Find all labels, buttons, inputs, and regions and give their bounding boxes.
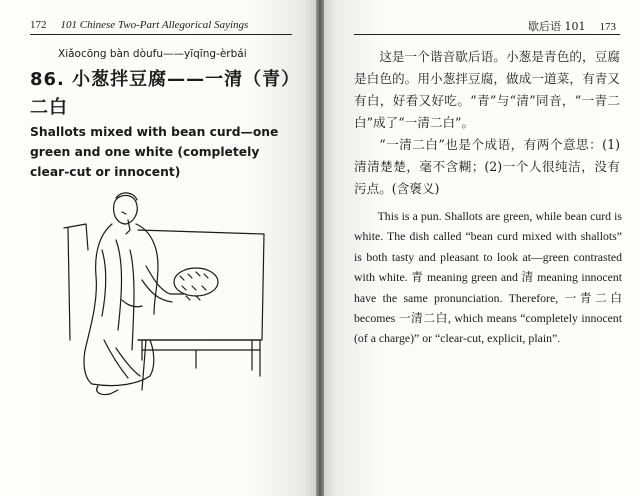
right-running-head bbox=[528, 18, 616, 34]
entry-title: 小葱拌豆腐——一清（青）二白 bbox=[30, 69, 292, 118]
left-page-number: 172 bbox=[30, 19, 47, 31]
chinese-paragraph-2: “一清二白”也是个成语，有两个意思：(1)清清楚楚，毫不含糊；(2)一个人很纯洁，没有污点。(含褒义) bbox=[354, 137, 620, 196]
right-header-rule bbox=[354, 34, 620, 35]
chinese-paragraph-1: 这是一个谐音歇后语。小葱是青色的，豆腐是白色的。用小葱拌豆腐，做成一道菜，有青又有白，好看又好吃。“青”与“清”同音，“一青二白”成了“一清二白”。 bbox=[354, 49, 620, 130]
entry-pinyin: Xiǎocōng bàn dòufu——yīqīng-èrbái bbox=[58, 48, 247, 60]
chinese-explanation bbox=[354, 46, 620, 200]
left-running-title: 101 Chinese Two-Part Allegorical Sayings bbox=[60, 19, 249, 31]
english-paragraph: This is a pun. Shallots are green, while bean curd is white. The dish called “bean curd mixed with shallots” is both tasty and pleasant to look at—green contrasted with white. 青 meaning green and 清 meaning innocent have the same pronunciation. Therefore, 一青二白 becomes 一清二白, which means “completely innocent (of a charge)” or “clear-cut, explicit, plain”. bbox=[354, 209, 622, 346]
left-page bbox=[0, 0, 316, 496]
illustration-seated-man bbox=[46, 190, 276, 400]
book-gutter bbox=[316, 0, 324, 496]
right-page-number: 173 bbox=[599, 21, 616, 33]
entry-gloss: Shallots mixed with bean curd—one green and one white (completely clear-cut or innocent) bbox=[30, 125, 279, 179]
entry-number: 86. bbox=[30, 69, 65, 90]
english-explanation bbox=[354, 206, 622, 349]
left-header-rule bbox=[30, 34, 292, 35]
left-running-head bbox=[30, 18, 248, 31]
right-running-title: 歇后语 101 bbox=[528, 20, 586, 33]
entry-heading bbox=[30, 66, 292, 122]
